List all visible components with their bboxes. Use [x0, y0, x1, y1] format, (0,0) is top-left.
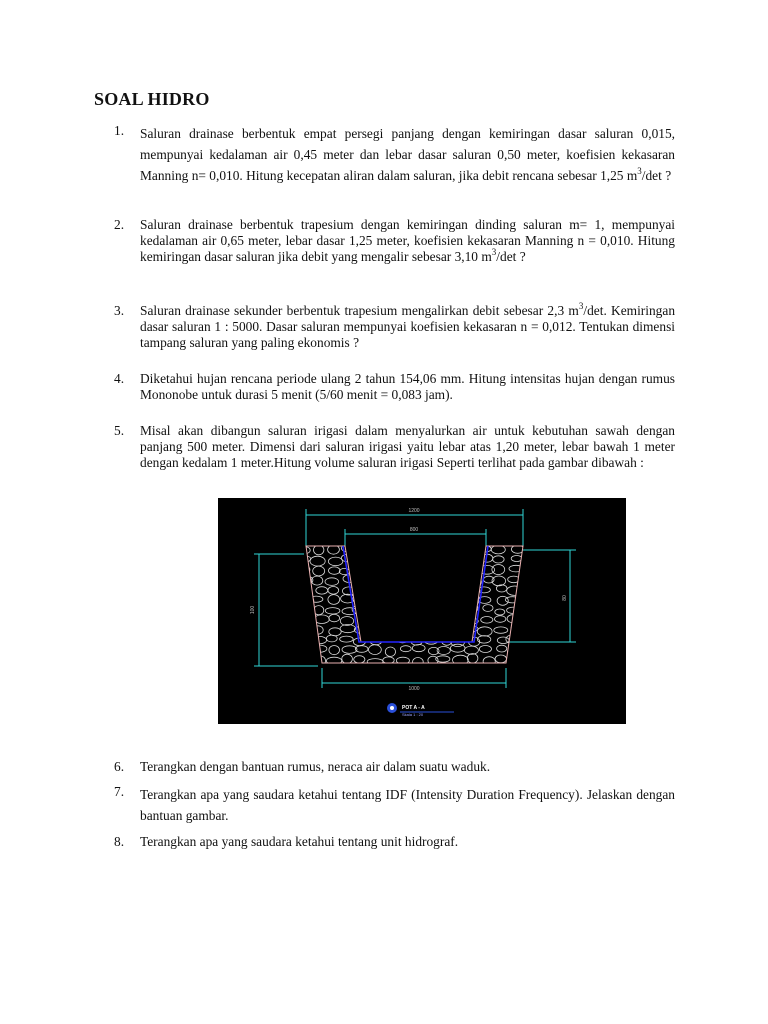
stone	[396, 627, 411, 636]
stone	[524, 638, 538, 645]
stone	[297, 659, 312, 665]
stone	[521, 567, 533, 573]
question-text: Saluran drainase berbentuk empat persegi panjang dengan kemiringan dasar saluran 0,015, mempunyai kedalaman air 0,45 meter dan lebar dasar saluran 0,50 meter, koefisien kekasaran Manning n= 0,010. Hitung kecepatan aliran dalam saluran, jika debit rencana sebesar 1,25 $m^3/\det$ ?	[140, 126, 675, 183]
stone	[369, 616, 384, 623]
stone	[522, 653, 534, 662]
stone	[440, 557, 451, 566]
stone	[523, 595, 533, 603]
stone	[512, 656, 523, 665]
stone	[452, 596, 467, 603]
stone	[407, 558, 422, 565]
stone	[424, 597, 437, 605]
stone	[524, 576, 539, 585]
stone	[410, 605, 423, 612]
stone	[467, 565, 482, 574]
question-6	[114, 759, 675, 775]
stone	[396, 566, 411, 575]
question-4	[114, 371, 675, 403]
stone	[421, 554, 435, 563]
question-number: 3.	[114, 303, 125, 318]
stone	[441, 596, 453, 605]
stone	[384, 635, 399, 641]
stone	[295, 616, 309, 625]
dim-label-top: 1200	[408, 508, 420, 514]
stone	[400, 614, 412, 621]
question-8	[114, 834, 675, 850]
stone	[429, 624, 440, 633]
stone	[397, 607, 408, 615]
stone	[424, 566, 439, 576]
question-text: Saluran drainase sekunder berbentuk trapesium mengalirkan debit sebesar 2,3 $m^3/\det$. Kemiringan dasar saluran 1 : 5000. Dasar saluran mempunyai koefisien kekasaran n = 0,012. Tentukan dimensi tampang saluran yang paling ekonomis ?	[140, 301, 676, 350]
stone	[521, 615, 535, 622]
channel-cross-section-figure	[218, 498, 626, 724]
stone	[409, 568, 424, 576]
stone	[522, 606, 533, 614]
question-2	[114, 217, 675, 265]
stone	[522, 548, 535, 556]
stone	[451, 564, 467, 572]
stone	[409, 627, 423, 636]
stone	[384, 598, 395, 605]
dim-label-bottom: 1000	[408, 686, 420, 692]
stone	[438, 607, 449, 616]
question-number: 1.	[114, 123, 125, 138]
cad-drawing	[218, 498, 626, 724]
stone	[384, 555, 395, 565]
stone	[452, 555, 462, 561]
question-number: 5.	[114, 423, 125, 438]
stone	[396, 547, 410, 554]
stone	[384, 627, 396, 636]
stone	[452, 606, 467, 612]
stone	[439, 576, 451, 583]
stone	[300, 596, 313, 606]
stone	[298, 586, 309, 595]
dim-label-inner: 800	[409, 527, 419, 533]
stone	[438, 567, 452, 576]
stone	[355, 545, 368, 553]
question-text: Saluran drainase berbentuk trapesium dengan kemiringan dinding saluran m= 1, mempunyai kedalaman air 0,65 meter, lebar dasar 1,25 meter, koefisien kekasaran Manning n = 0,010. Hitung kemiringan dasar saluran jika debit yang mengalir sebesar 3,10 $m^3/\det$ ?	[140, 217, 675, 264]
stone	[438, 615, 453, 624]
stone	[296, 634, 309, 644]
question-text: Terangkan apa yang saudara ketahui tentang unit hidrograf.	[140, 834, 459, 849]
stone	[382, 614, 394, 624]
stone	[301, 605, 311, 613]
stone	[400, 586, 411, 593]
stone	[454, 617, 468, 625]
stone	[438, 585, 451, 592]
question-number: 8.	[114, 834, 125, 849]
stone	[523, 646, 535, 656]
question-1	[114, 123, 675, 186]
stone	[466, 558, 481, 565]
stone	[409, 548, 422, 555]
stone	[380, 607, 393, 615]
stone	[409, 596, 420, 604]
dim-label-left: 100	[250, 605, 256, 615]
stone	[369, 575, 381, 583]
stone	[365, 543, 381, 553]
stone	[356, 586, 367, 593]
stone	[455, 576, 466, 585]
stone	[464, 603, 478, 612]
stone	[524, 555, 536, 561]
question-number: 6.	[114, 759, 125, 774]
stone	[423, 616, 436, 625]
stone	[371, 605, 383, 614]
stone	[421, 578, 436, 584]
caption-title: POT A - A	[402, 705, 425, 711]
caption-scale: Skala 1 : 20	[402, 712, 424, 717]
stone	[300, 646, 315, 654]
stone	[410, 576, 422, 582]
stone	[383, 574, 393, 583]
stone	[395, 595, 406, 602]
stone	[358, 577, 369, 584]
stone	[297, 624, 308, 632]
stone	[352, 555, 366, 564]
stone	[511, 624, 522, 633]
stone	[442, 629, 454, 635]
stone	[395, 577, 410, 583]
stone	[454, 624, 468, 634]
stone	[421, 608, 435, 615]
stone	[451, 548, 464, 555]
stone	[367, 587, 382, 597]
stone	[469, 577, 481, 587]
stone	[426, 587, 439, 593]
stone	[412, 619, 427, 626]
question-text: Misal akan dibangun saluran irigasi dalam menyalurkan air untuk kebutuhan sawah dengan panjang 500 meter. Dimensi dari saluran irigasi yaitu lebar atas 1,20 meter, lebar bawah 1 meter dengan kedalam 1 meter.Hitung volume saluran irigasi Seperti terlihat pada gambar dibawah :	[140, 423, 675, 470]
question-3	[114, 303, 675, 351]
dim-label-right: 80	[562, 595, 568, 601]
question-text: Terangkan dengan bantuan rumus, neraca air dalam suatu waduk.	[140, 759, 491, 774]
stone	[369, 558, 379, 565]
question-text: Terangkan apa yang saudara ketahui tentang IDF (Intensity Duration Frequency). Jelaskan dengan bantuan gambar.	[140, 787, 675, 823]
stone	[451, 587, 464, 594]
stone	[382, 588, 395, 594]
question-7	[114, 784, 675, 826]
stone	[366, 595, 379, 603]
question-text: Diketahui hujan rencana periode ulang 2 tahun 154,06 mm. Hitung intensitas hujan dengan rumus Mononobe untuk durasi 5 menit (5/60 menit = 0,083 jam).	[140, 371, 675, 402]
masonry-wall	[295, 538, 539, 668]
question-number: 7.	[114, 784, 125, 799]
stone	[507, 648, 520, 655]
stone	[524, 624, 535, 632]
stone	[520, 583, 535, 593]
stone	[384, 565, 395, 575]
stone	[467, 587, 480, 593]
stone	[396, 558, 410, 566]
question-number: 4.	[114, 371, 125, 386]
stone	[368, 565, 381, 575]
page-title: SOAL HIDRO	[94, 89, 210, 109]
question-5	[114, 423, 675, 471]
stone	[379, 546, 395, 553]
stone	[408, 584, 420, 594]
question-number: 2.	[114, 217, 125, 232]
inner-channel-line	[343, 546, 488, 642]
stone	[426, 545, 437, 554]
stone	[370, 626, 381, 635]
stone	[354, 565, 364, 573]
stone	[439, 545, 449, 555]
stone	[358, 618, 369, 625]
stone	[466, 545, 481, 554]
